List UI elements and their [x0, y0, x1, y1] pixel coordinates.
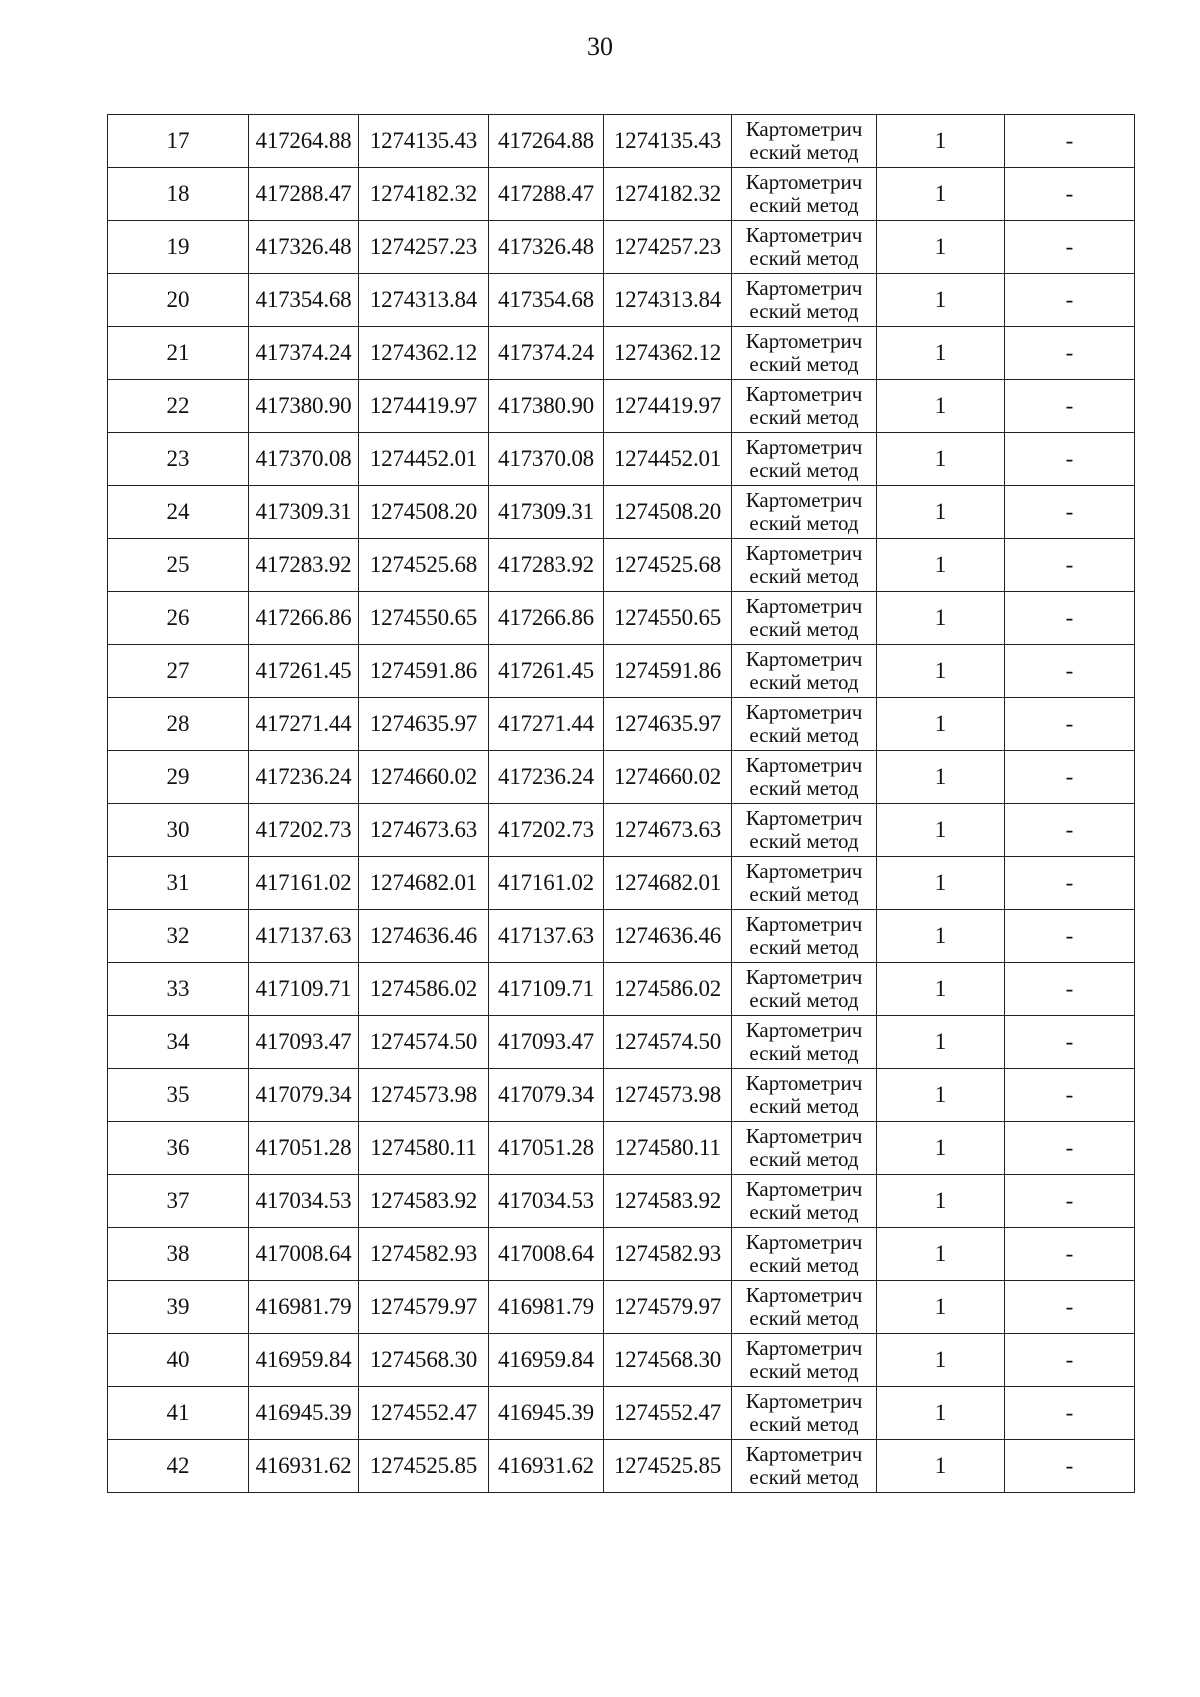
- note-cell: -: [1005, 327, 1135, 380]
- accuracy-cell: 1: [877, 910, 1005, 963]
- note-cell: -: [1005, 539, 1135, 592]
- table-row: [108, 1228, 1135, 1281]
- point-number-cell: 29: [108, 751, 249, 804]
- y-specified-cell: 1274525.85: [604, 1440, 732, 1493]
- method-line-1: Картометрич: [745, 117, 863, 141]
- table-row: [108, 539, 1135, 592]
- point-number-cell: 18: [108, 168, 249, 221]
- method-cell: [732, 963, 877, 1016]
- method-cell: [732, 645, 877, 698]
- accuracy-cell: 1: [877, 1016, 1005, 1069]
- table-row: [108, 698, 1135, 751]
- point-number-cell: 23: [108, 433, 249, 486]
- x-specified-cell: 417370.08: [489, 433, 604, 486]
- table-row: [108, 1016, 1135, 1069]
- accuracy-cell: 1: [877, 1069, 1005, 1122]
- y-specified-cell: 1274362.12: [604, 327, 732, 380]
- x-existing-cell: 416981.79: [249, 1281, 359, 1334]
- accuracy-cell: 1: [877, 380, 1005, 433]
- x-specified-cell: 417374.24: [489, 327, 604, 380]
- point-number-cell: 42: [108, 1440, 249, 1493]
- accuracy-cell: 1: [877, 274, 1005, 327]
- x-existing-cell: 417202.73: [249, 804, 359, 857]
- x-existing-cell: 417264.88: [249, 115, 359, 168]
- note-cell: -: [1005, 221, 1135, 274]
- x-specified-cell: 417236.24: [489, 751, 604, 804]
- note-cell: -: [1005, 168, 1135, 221]
- method-cell: [732, 539, 877, 592]
- y-specified-cell: 1274552.47: [604, 1387, 732, 1440]
- note-cell: -: [1005, 804, 1135, 857]
- y-specified-cell: 1274682.01: [604, 857, 732, 910]
- note-cell: -: [1005, 433, 1135, 486]
- method-cell: [732, 1334, 877, 1387]
- y-specified-cell: 1274636.46: [604, 910, 732, 963]
- point-number-cell: 36: [108, 1122, 249, 1175]
- x-existing-cell: 417266.86: [249, 592, 359, 645]
- method-line-2: еский метод: [749, 352, 859, 376]
- y-existing-cell: 1274525.85: [359, 1440, 489, 1493]
- x-specified-cell: 416945.39: [489, 1387, 604, 1440]
- method-line-2: еский метод: [749, 935, 859, 959]
- x-existing-cell: 417051.28: [249, 1122, 359, 1175]
- y-existing-cell: 1274582.93: [359, 1228, 489, 1281]
- point-number-cell: 32: [108, 910, 249, 963]
- accuracy-cell: 1: [877, 645, 1005, 698]
- x-existing-cell: 417079.34: [249, 1069, 359, 1122]
- y-specified-cell: 1274525.68: [604, 539, 732, 592]
- table-row: [108, 486, 1135, 539]
- note-cell: -: [1005, 910, 1135, 963]
- y-specified-cell: 1274574.50: [604, 1016, 732, 1069]
- accuracy-cell: 1: [877, 539, 1005, 592]
- point-number-cell: 25: [108, 539, 249, 592]
- y-specified-cell: 1274313.84: [604, 274, 732, 327]
- x-specified-cell: 417264.88: [489, 115, 604, 168]
- x-specified-cell: 417079.34: [489, 1069, 604, 1122]
- method-line-2: еский метод: [749, 988, 859, 1012]
- method-line-2: еский метод: [749, 723, 859, 747]
- accuracy-cell: 1: [877, 592, 1005, 645]
- table-row: [108, 910, 1135, 963]
- y-existing-cell: 1274568.30: [359, 1334, 489, 1387]
- y-specified-cell: 1274582.93: [604, 1228, 732, 1281]
- method-cell: [732, 857, 877, 910]
- method-line-2: еский метод: [749, 458, 859, 482]
- method-cell: [732, 115, 877, 168]
- y-existing-cell: 1274362.12: [359, 327, 489, 380]
- x-specified-cell: 417283.92: [489, 539, 604, 592]
- method-line-1: Картометрич: [745, 1071, 863, 1095]
- y-existing-cell: 1274550.65: [359, 592, 489, 645]
- point-number-cell: 24: [108, 486, 249, 539]
- note-cell: -: [1005, 380, 1135, 433]
- y-existing-cell: 1274573.98: [359, 1069, 489, 1122]
- method-line-1: Картометрич: [745, 488, 863, 512]
- method-cell: [732, 274, 877, 327]
- y-specified-cell: 1274580.11: [604, 1122, 732, 1175]
- method-line-2: еский метод: [749, 1094, 859, 1118]
- method-line-2: еский метод: [749, 776, 859, 800]
- method-line-1: Картометрич: [745, 1230, 863, 1254]
- accuracy-cell: 1: [877, 433, 1005, 486]
- method-cell: [732, 1069, 877, 1122]
- method-line-1: Картометрич: [745, 647, 863, 671]
- point-number-cell: 28: [108, 698, 249, 751]
- method-line-2: еский метод: [749, 140, 859, 164]
- method-line-1: Картометрич: [745, 965, 863, 989]
- method-cell: [732, 1387, 877, 1440]
- method-line-2: еский метод: [749, 246, 859, 270]
- note-cell: -: [1005, 1016, 1135, 1069]
- x-specified-cell: 417380.90: [489, 380, 604, 433]
- method-line-1: Картометрич: [745, 1018, 863, 1042]
- method-cell: [732, 698, 877, 751]
- y-specified-cell: 1274673.63: [604, 804, 732, 857]
- note-cell: -: [1005, 1440, 1135, 1493]
- y-existing-cell: 1274583.92: [359, 1175, 489, 1228]
- table-row: [108, 751, 1135, 804]
- method-cell: [732, 592, 877, 645]
- accuracy-cell: 1: [877, 1122, 1005, 1175]
- method-line-2: еский метод: [749, 1200, 859, 1224]
- method-line-1: Картометрич: [745, 912, 863, 936]
- point-number-cell: 22: [108, 380, 249, 433]
- note-cell: -: [1005, 1334, 1135, 1387]
- method-line-1: Картометрич: [745, 1389, 863, 1413]
- table-row: [108, 1387, 1135, 1440]
- x-existing-cell: 417283.92: [249, 539, 359, 592]
- accuracy-cell: 1: [877, 1387, 1005, 1440]
- table-row: [108, 1069, 1135, 1122]
- point-number-cell: 30: [108, 804, 249, 857]
- x-existing-cell: 417261.45: [249, 645, 359, 698]
- y-specified-cell: 1274586.02: [604, 963, 732, 1016]
- y-existing-cell: 1274591.86: [359, 645, 489, 698]
- method-line-1: Картометрич: [745, 170, 863, 194]
- accuracy-cell: 1: [877, 857, 1005, 910]
- method-line-2: еский метод: [749, 882, 859, 906]
- y-existing-cell: 1274525.68: [359, 539, 489, 592]
- y-existing-cell: 1274660.02: [359, 751, 489, 804]
- y-existing-cell: 1274580.11: [359, 1122, 489, 1175]
- method-cell: [732, 486, 877, 539]
- method-line-2: еский метод: [749, 564, 859, 588]
- y-specified-cell: 1274583.92: [604, 1175, 732, 1228]
- y-existing-cell: 1274682.01: [359, 857, 489, 910]
- note-cell: -: [1005, 1175, 1135, 1228]
- accuracy-cell: 1: [877, 1175, 1005, 1228]
- point-number-cell: 20: [108, 274, 249, 327]
- note-cell: -: [1005, 274, 1135, 327]
- method-line-2: еский метод: [749, 405, 859, 429]
- x-specified-cell: 417161.02: [489, 857, 604, 910]
- x-existing-cell: 417008.64: [249, 1228, 359, 1281]
- table-row: [108, 115, 1135, 168]
- y-specified-cell: 1274135.43: [604, 115, 732, 168]
- x-existing-cell: 417370.08: [249, 433, 359, 486]
- y-existing-cell: 1274313.84: [359, 274, 489, 327]
- y-existing-cell: 1274673.63: [359, 804, 489, 857]
- x-existing-cell: 417326.48: [249, 221, 359, 274]
- accuracy-cell: 1: [877, 1440, 1005, 1493]
- note-cell: -: [1005, 115, 1135, 168]
- method-cell: [732, 327, 877, 380]
- method-cell: [732, 1122, 877, 1175]
- method-line-1: Картометрич: [745, 382, 863, 406]
- x-specified-cell: 417034.53: [489, 1175, 604, 1228]
- note-cell: -: [1005, 1069, 1135, 1122]
- x-specified-cell: 417109.71: [489, 963, 604, 1016]
- method-line-2: еский метод: [749, 1147, 859, 1171]
- method-line-2: еский метод: [749, 1253, 859, 1277]
- note-cell: -: [1005, 1387, 1135, 1440]
- table-row: [108, 645, 1135, 698]
- x-existing-cell: 417271.44: [249, 698, 359, 751]
- note-cell: -: [1005, 1122, 1135, 1175]
- x-existing-cell: 417161.02: [249, 857, 359, 910]
- method-line-1: Картометрич: [745, 859, 863, 883]
- x-specified-cell: 416981.79: [489, 1281, 604, 1334]
- y-existing-cell: 1274552.47: [359, 1387, 489, 1440]
- method-cell: [732, 221, 877, 274]
- x-specified-cell: 417261.45: [489, 645, 604, 698]
- point-number-cell: 21: [108, 327, 249, 380]
- y-existing-cell: 1274635.97: [359, 698, 489, 751]
- note-cell: -: [1005, 751, 1135, 804]
- x-existing-cell: 417109.71: [249, 963, 359, 1016]
- point-number-cell: 34: [108, 1016, 249, 1069]
- method-cell: [732, 751, 877, 804]
- point-number-cell: 27: [108, 645, 249, 698]
- method-cell: [732, 433, 877, 486]
- method-line-2: еский метод: [749, 1465, 859, 1489]
- note-cell: -: [1005, 698, 1135, 751]
- y-specified-cell: 1274550.65: [604, 592, 732, 645]
- x-existing-cell: 417380.90: [249, 380, 359, 433]
- x-specified-cell: 416959.84: [489, 1334, 604, 1387]
- method-line-1: Картометрич: [745, 223, 863, 247]
- method-line-1: Картометрич: [745, 594, 863, 618]
- table-row: [108, 1334, 1135, 1387]
- y-existing-cell: 1274586.02: [359, 963, 489, 1016]
- method-line-2: еский метод: [749, 617, 859, 641]
- table-row: [108, 1281, 1135, 1334]
- point-number-cell: 17: [108, 115, 249, 168]
- method-line-2: еский метод: [749, 829, 859, 853]
- y-existing-cell: 1274257.23: [359, 221, 489, 274]
- x-existing-cell: 417236.24: [249, 751, 359, 804]
- note-cell: -: [1005, 486, 1135, 539]
- method-cell: [732, 1281, 877, 1334]
- method-line-2: еский метод: [749, 299, 859, 323]
- y-specified-cell: 1274573.98: [604, 1069, 732, 1122]
- y-specified-cell: 1274182.32: [604, 168, 732, 221]
- method-line-1: Картометрич: [745, 435, 863, 459]
- x-existing-cell: 416931.62: [249, 1440, 359, 1493]
- accuracy-cell: 1: [877, 1334, 1005, 1387]
- point-number-cell: 35: [108, 1069, 249, 1122]
- x-specified-cell: 417202.73: [489, 804, 604, 857]
- point-number-cell: 41: [108, 1387, 249, 1440]
- x-specified-cell: 417309.31: [489, 486, 604, 539]
- method-cell: [732, 1016, 877, 1069]
- accuracy-cell: 1: [877, 168, 1005, 221]
- accuracy-cell: 1: [877, 698, 1005, 751]
- y-specified-cell: 1274508.20: [604, 486, 732, 539]
- y-existing-cell: 1274182.32: [359, 168, 489, 221]
- method-line-1: Картометрич: [745, 700, 863, 724]
- table-row: [108, 857, 1135, 910]
- x-existing-cell: 417093.47: [249, 1016, 359, 1069]
- y-existing-cell: 1274574.50: [359, 1016, 489, 1069]
- table-row: [108, 380, 1135, 433]
- note-cell: -: [1005, 1228, 1135, 1281]
- point-number-cell: 37: [108, 1175, 249, 1228]
- table-row: [108, 168, 1135, 221]
- accuracy-cell: 1: [877, 1228, 1005, 1281]
- point-number-cell: 33: [108, 963, 249, 1016]
- y-specified-cell: 1274257.23: [604, 221, 732, 274]
- table-row: [108, 221, 1135, 274]
- table-body: [108, 115, 1135, 1493]
- y-existing-cell: 1274452.01: [359, 433, 489, 486]
- note-cell: -: [1005, 1281, 1135, 1334]
- point-number-cell: 19: [108, 221, 249, 274]
- method-line-1: Картометрич: [745, 806, 863, 830]
- y-specified-cell: 1274591.86: [604, 645, 732, 698]
- x-specified-cell: 417266.86: [489, 592, 604, 645]
- x-existing-cell: 416945.39: [249, 1387, 359, 1440]
- x-specified-cell: 416931.62: [489, 1440, 604, 1493]
- method-cell: [732, 1175, 877, 1228]
- x-existing-cell: 417137.63: [249, 910, 359, 963]
- note-cell: -: [1005, 592, 1135, 645]
- method-line-2: еский метод: [749, 511, 859, 535]
- x-specified-cell: 417271.44: [489, 698, 604, 751]
- x-specified-cell: 417093.47: [489, 1016, 604, 1069]
- method-line-2: еский метод: [749, 1041, 859, 1065]
- y-specified-cell: 1274579.97: [604, 1281, 732, 1334]
- x-specified-cell: 417008.64: [489, 1228, 604, 1281]
- table-row: [108, 327, 1135, 380]
- x-specified-cell: 417354.68: [489, 274, 604, 327]
- accuracy-cell: 1: [877, 327, 1005, 380]
- method-cell: [732, 168, 877, 221]
- method-line-1: Картометрич: [745, 1442, 863, 1466]
- method-line-2: еский метод: [749, 1306, 859, 1330]
- y-existing-cell: 1274419.97: [359, 380, 489, 433]
- method-line-2: еский метод: [749, 670, 859, 694]
- y-existing-cell: 1274135.43: [359, 115, 489, 168]
- table-row: [108, 1440, 1135, 1493]
- x-existing-cell: 417354.68: [249, 274, 359, 327]
- table-row: [108, 274, 1135, 327]
- accuracy-cell: 1: [877, 751, 1005, 804]
- x-specified-cell: 417137.63: [489, 910, 604, 963]
- method-cell: [732, 910, 877, 963]
- y-existing-cell: 1274579.97: [359, 1281, 489, 1334]
- y-specified-cell: 1274635.97: [604, 698, 732, 751]
- accuracy-cell: 1: [877, 115, 1005, 168]
- point-number-cell: 39: [108, 1281, 249, 1334]
- table-row: [108, 1122, 1135, 1175]
- method-line-1: Картометрич: [745, 541, 863, 565]
- table-row: [108, 433, 1135, 486]
- table-row: [108, 804, 1135, 857]
- table-row: [108, 963, 1135, 1016]
- accuracy-cell: 1: [877, 486, 1005, 539]
- table-row: [108, 1175, 1135, 1228]
- y-specified-cell: 1274568.30: [604, 1334, 732, 1387]
- point-number-cell: 38: [108, 1228, 249, 1281]
- method-line-1: Картометрич: [745, 753, 863, 777]
- coordinates-table: [107, 114, 1135, 1493]
- method-line-1: Картометрич: [745, 1124, 863, 1148]
- method-line-1: Картометрич: [745, 1283, 863, 1307]
- page-number: 30: [587, 32, 613, 61]
- method-cell: [732, 380, 877, 433]
- method-cell: [732, 1228, 877, 1281]
- x-existing-cell: 417309.31: [249, 486, 359, 539]
- accuracy-cell: 1: [877, 221, 1005, 274]
- point-number-cell: 40: [108, 1334, 249, 1387]
- x-specified-cell: 417051.28: [489, 1122, 604, 1175]
- method-line-2: еский метод: [749, 1412, 859, 1436]
- x-existing-cell: 417034.53: [249, 1175, 359, 1228]
- method-cell: [732, 804, 877, 857]
- method-line-1: Картометрич: [745, 1336, 863, 1360]
- y-specified-cell: 1274660.02: [604, 751, 732, 804]
- y-specified-cell: 1274419.97: [604, 380, 732, 433]
- x-existing-cell: 416959.84: [249, 1334, 359, 1387]
- point-number-cell: 31: [108, 857, 249, 910]
- method-cell: [732, 1440, 877, 1493]
- note-cell: -: [1005, 645, 1135, 698]
- method-line-1: Картометрич: [745, 276, 863, 300]
- method-line-1: Картометрич: [745, 329, 863, 353]
- x-existing-cell: 417374.24: [249, 327, 359, 380]
- x-specified-cell: 417288.47: [489, 168, 604, 221]
- accuracy-cell: 1: [877, 963, 1005, 1016]
- note-cell: -: [1005, 857, 1135, 910]
- method-line-2: еский метод: [749, 193, 859, 217]
- point-number-cell: 26: [108, 592, 249, 645]
- x-existing-cell: 417288.47: [249, 168, 359, 221]
- note-cell: -: [1005, 963, 1135, 1016]
- accuracy-cell: 1: [877, 804, 1005, 857]
- y-specified-cell: 1274452.01: [604, 433, 732, 486]
- table-row: [108, 592, 1135, 645]
- x-specified-cell: 417326.48: [489, 221, 604, 274]
- accuracy-cell: 1: [877, 1281, 1005, 1334]
- method-line-2: еский метод: [749, 1359, 859, 1383]
- y-existing-cell: 1274636.46: [359, 910, 489, 963]
- method-line-1: Картометрич: [745, 1177, 863, 1201]
- y-existing-cell: 1274508.20: [359, 486, 489, 539]
